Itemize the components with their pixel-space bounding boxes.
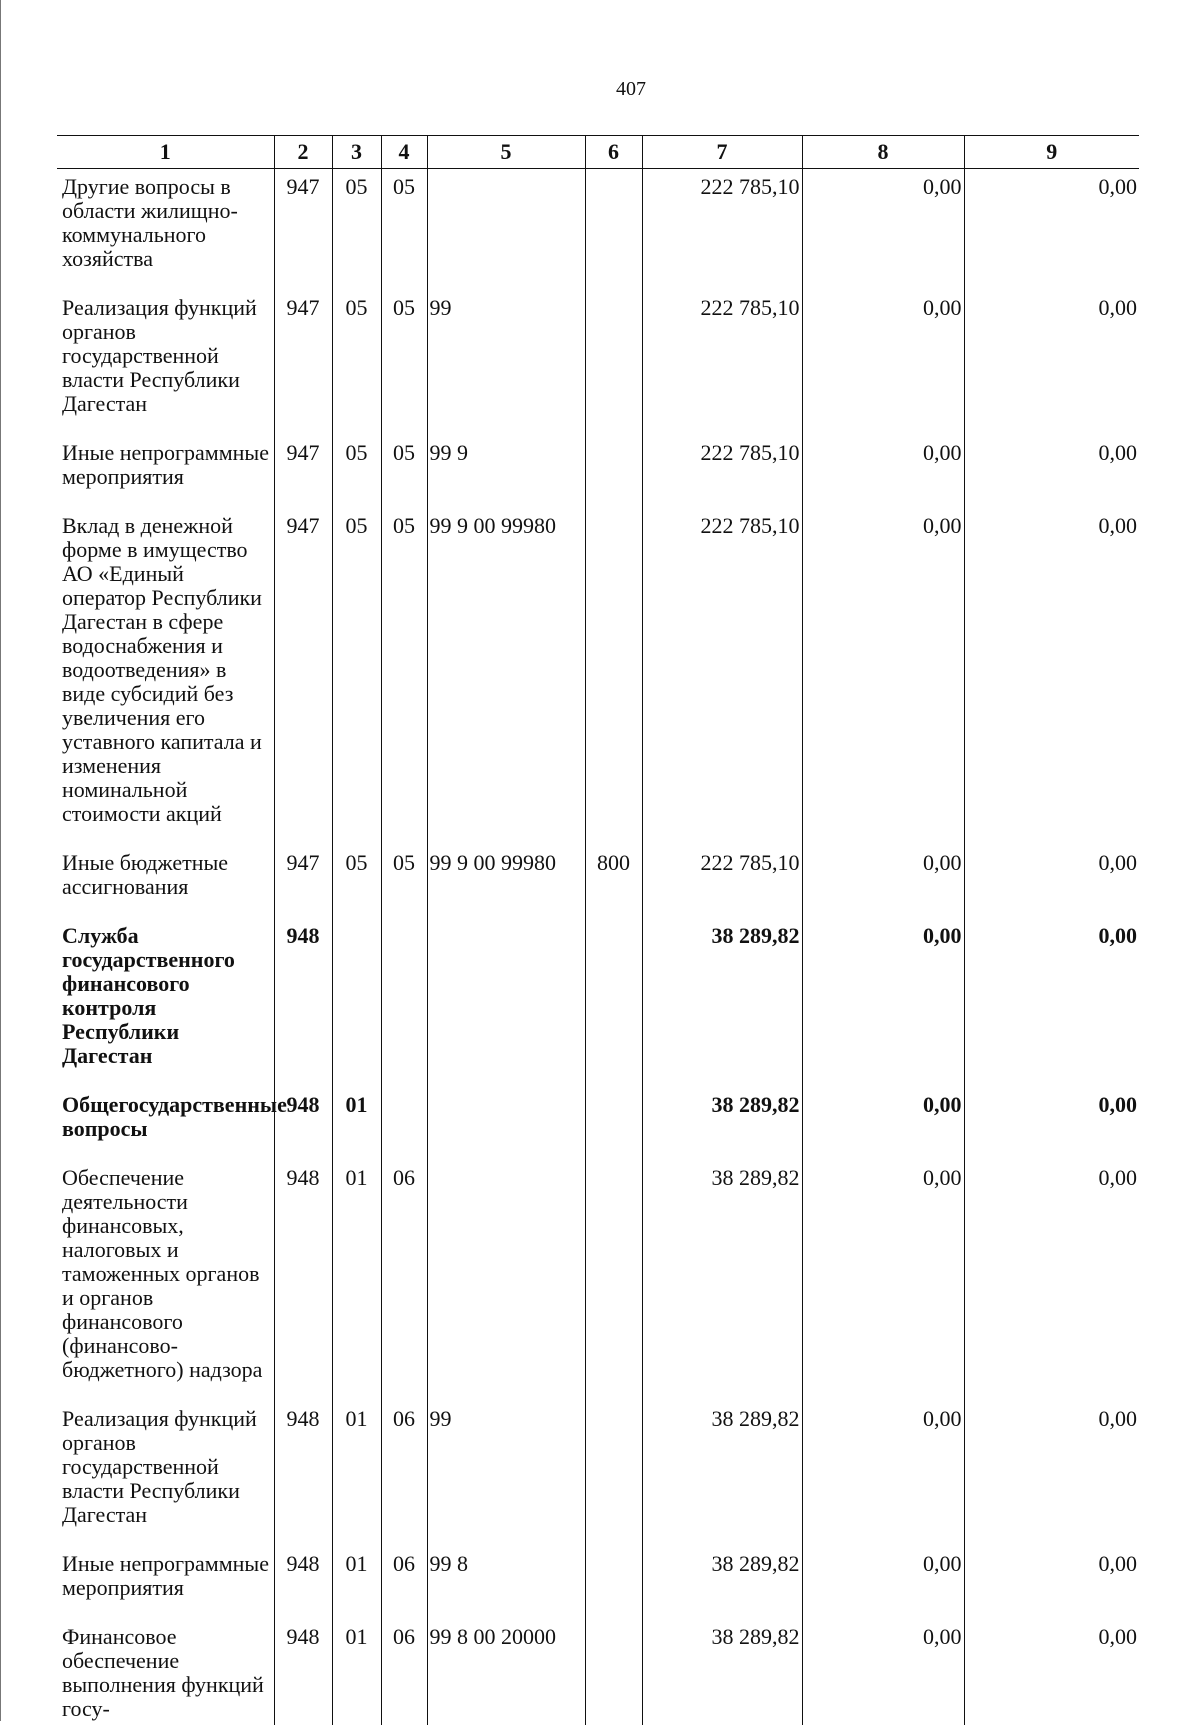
subsection-code: 05: [381, 290, 427, 435]
amount-col9: 0,00: [964, 508, 1139, 845]
expense-type-code: [585, 435, 642, 508]
amount-col7: 222 785,10: [642, 845, 802, 918]
amount-col9: 0,00: [964, 1546, 1139, 1619]
page-number: 407: [0, 78, 1200, 101]
target-article-code: 99 8: [427, 1546, 585, 1619]
section-code: 05: [332, 290, 381, 435]
expense-type-code: [585, 1087, 642, 1160]
expense-type-code: [585, 290, 642, 435]
table-row: [57, 1160, 1139, 1401]
row-name: Вклад в денежной форме в имущество АО «Единый оператор Республики Дагестан в сфере водоснабжения и водоотведения» в виде субсидий без увеличения его уставного капитала и изменения номинальной стоимости акций: [57, 508, 274, 845]
row-name: Реализация функций органов государственной власти Республики Дагестан: [57, 290, 274, 435]
table-row: [57, 1619, 1139, 1725]
column-header-7: 7: [642, 136, 802, 169]
admin-code: 948: [274, 918, 332, 1087]
column-header-5: 5: [427, 136, 585, 169]
section-code: 05: [332, 435, 381, 508]
column-header-6: 6: [585, 136, 642, 169]
column-header-2: 2: [274, 136, 332, 169]
amount-col7: 222 785,10: [642, 169, 802, 291]
amount-col9: 0,00: [964, 435, 1139, 508]
amount-col8: 0,00: [802, 290, 964, 435]
subsection-code: 06: [381, 1619, 427, 1725]
amount-col7: 38 289,82: [642, 1546, 802, 1619]
subsection-code: [381, 1087, 427, 1160]
expense-type-code: [585, 1546, 642, 1619]
amount-col7: 38 289,82: [642, 1160, 802, 1401]
admin-code: 948: [274, 1619, 332, 1725]
amount-col8: 0,00: [802, 169, 964, 291]
subsection-code: 05: [381, 508, 427, 845]
row-name: Иные непрограммные мероприятия: [57, 1546, 274, 1619]
section-code: 05: [332, 508, 381, 845]
amount-col9: 0,00: [964, 1619, 1139, 1725]
column-header-4: 4: [381, 136, 427, 169]
section-code: 01: [332, 1401, 381, 1546]
amount-col9: 0,00: [964, 1087, 1139, 1160]
amount-col8: 0,00: [802, 1619, 964, 1725]
expense-type-code: [585, 1619, 642, 1725]
amount-col9: 0,00: [964, 169, 1139, 291]
amount-col8: 0,00: [802, 845, 964, 918]
target-article-code: [427, 1160, 585, 1401]
target-article-code: [427, 918, 585, 1087]
table-row: [57, 290, 1139, 435]
section-code: 01: [332, 1619, 381, 1725]
table-row: [57, 1546, 1139, 1619]
row-name: Реализация функций органов государственной власти Республики Дагестан: [57, 1401, 274, 1546]
subsection-code: 06: [381, 1401, 427, 1546]
amount-col8: 0,00: [802, 508, 964, 845]
admin-code: 947: [274, 508, 332, 845]
admin-code: 947: [274, 290, 332, 435]
expense-type-code: [585, 918, 642, 1087]
expense-type-code: [585, 1160, 642, 1401]
subsection-code: 06: [381, 1546, 427, 1619]
table-row: [57, 918, 1139, 1087]
target-article-code: 99: [427, 290, 585, 435]
target-article-code: [427, 1087, 585, 1160]
amount-col7: 38 289,82: [642, 1619, 802, 1725]
admin-code: 947: [274, 845, 332, 918]
table-row: [57, 845, 1139, 918]
row-name: Служба государственного финансового контроля Республики Дагестан: [57, 918, 274, 1087]
admin-code: 948: [274, 1160, 332, 1401]
amount-col9: 0,00: [964, 1160, 1139, 1401]
amount-col8: 0,00: [802, 1160, 964, 1401]
column-header-8: 8: [802, 136, 964, 169]
section-code: [332, 918, 381, 1087]
table-row: [57, 169, 1139, 291]
amount-col7: 38 289,82: [642, 918, 802, 1087]
amount-col7: 38 289,82: [642, 1087, 802, 1160]
expense-type-code: [585, 508, 642, 845]
header-row: [57, 136, 1139, 169]
subsection-code: [381, 918, 427, 1087]
amount-col9: 0,00: [964, 845, 1139, 918]
scan-edge-line: [0, 0, 1, 1721]
subsection-code: 05: [381, 845, 427, 918]
row-name: Другие вопросы в области жилищно-коммунального хозяйства: [57, 169, 274, 291]
subsection-code: 06: [381, 1160, 427, 1401]
amount-col9: 0,00: [964, 918, 1139, 1087]
amount-col7: 222 785,10: [642, 508, 802, 845]
admin-code: 948: [274, 1546, 332, 1619]
admin-code: 948: [274, 1401, 332, 1546]
admin-code: 948: [274, 1087, 332, 1160]
column-header-9: 9: [964, 136, 1139, 169]
section-code: 05: [332, 845, 381, 918]
amount-col7: 222 785,10: [642, 435, 802, 508]
target-article-code: 99 8 00 20000: [427, 1619, 585, 1725]
amount-col8: 0,00: [802, 1087, 964, 1160]
column-header-1: 1: [57, 136, 274, 169]
expense-type-code: 800: [585, 845, 642, 918]
admin-code: 947: [274, 169, 332, 291]
expense-type-code: [585, 1401, 642, 1546]
amount-col9: 0,00: [964, 1401, 1139, 1546]
row-name: Обеспечение деятельности финансовых, налоговых и таможенных органов и органов финансового (финансово-бюджетного) надзора: [57, 1160, 274, 1401]
section-code: 01: [332, 1087, 381, 1160]
expense-type-code: [585, 169, 642, 291]
row-name: Общегосударственные вопросы: [57, 1087, 274, 1160]
subsection-code: 05: [381, 435, 427, 508]
amount-col8: 0,00: [802, 435, 964, 508]
table-row: [57, 435, 1139, 508]
target-article-code: [427, 169, 585, 291]
target-article-code: 99: [427, 1401, 585, 1546]
table-row: [57, 1087, 1139, 1160]
amount-col9: 0,00: [964, 290, 1139, 435]
section-code: 05: [332, 169, 381, 291]
subsection-code: 05: [381, 169, 427, 291]
table-row: [57, 1401, 1139, 1546]
table-row: [57, 508, 1139, 845]
budget-table: [57, 135, 1139, 1725]
section-code: 01: [332, 1546, 381, 1619]
row-name: Финансовое обеспечение выполнения функций госу-: [57, 1619, 274, 1725]
row-name: Иные непрограммные мероприятия: [57, 435, 274, 508]
admin-code: 947: [274, 435, 332, 508]
target-article-code: 99 9: [427, 435, 585, 508]
column-header-3: 3: [332, 136, 381, 169]
amount-col7: 222 785,10: [642, 290, 802, 435]
row-name: Иные бюджетные ассигнования: [57, 845, 274, 918]
amount-col8: 0,00: [802, 1401, 964, 1546]
amount-col8: 0,00: [802, 918, 964, 1087]
section-code: 01: [332, 1160, 381, 1401]
table-body: [57, 169, 1139, 1725]
target-article-code: 99 9 00 99980: [427, 845, 585, 918]
amount-col8: 0,00: [802, 1546, 964, 1619]
target-article-code: 99 9 00 99980: [427, 508, 585, 845]
amount-col7: 38 289,82: [642, 1401, 802, 1546]
